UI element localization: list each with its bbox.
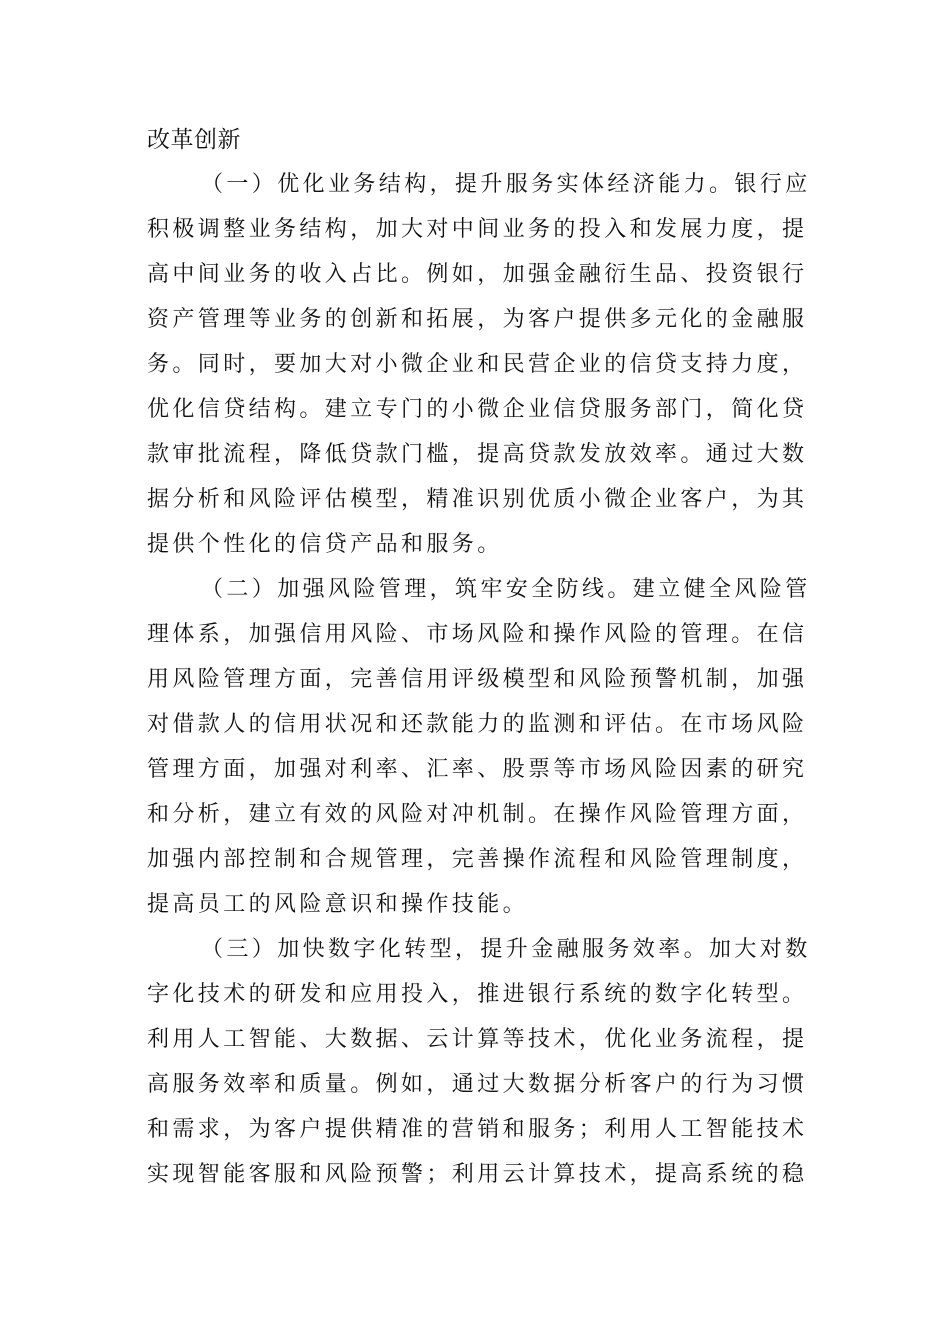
paragraph-line: 理体系，加强信用风险、市场风险和操作风险的管理。在信 [147, 622, 808, 647]
document-body [147, 118, 811, 1197]
paragraph-line: （一）优化业务结构，提升服务实体经济能力。银行应 [201, 172, 811, 197]
paragraph-line: 加强内部控制和合规管理，完善操作流程和风险管理制度， [147, 847, 808, 872]
paragraph-line: 对借款人的信用状况和还款能力的监测和评估。在市场风险 [147, 712, 808, 737]
paragraph-line: 高中间业务的收入占比。例如，加强金融衍生品、投资银行 [147, 262, 808, 287]
paragraph-line: 款审批流程，降低贷款门槛，提高贷款发放效率。通过大数 [147, 442, 808, 467]
paragraph-line: 用风险管理方面，完善信用评级模型和风险预警机制，加强 [147, 667, 808, 692]
section-heading: 改革创新 [147, 127, 241, 153]
paragraph-line: 积极调整业务结构，加大对中间业务的投入和发展力度，提 [147, 217, 808, 242]
paragraph-line: 务。同时，要加大对小微企业和民营企业的信贷支持力度， [147, 352, 808, 377]
paragraph-3 [147, 927, 811, 1197]
paragraph-line: 利用人工智能、大数据、云计算等技术，优化业务流程，提 [147, 1027, 808, 1052]
paragraph-line: 和需求，为客户提供精准的营销和服务；利用人工智能技术 [147, 1117, 808, 1142]
paragraph-line: （二）加强风险管理，筑牢安全防线。建立健全风险管 [201, 577, 811, 602]
paragraph-line: 管理方面，加强对利率、汇率、股票等市场风险因素的研究 [147, 757, 808, 782]
paragraph-2 [147, 567, 811, 927]
paragraph-line: 据分析和风险评估模型，精准识别优质小微企业客户，为其 [147, 487, 808, 512]
paragraph-line: 和分析，建立有效的风险对冲机制。在操作风险管理方面， [147, 802, 808, 827]
paragraph-1 [147, 162, 811, 567]
paragraph-line: 资产管理等业务的创新和拓展，为客户提供多元化的金融服 [147, 307, 808, 332]
paragraph-line: 字化技术的研发和应用投入，推进银行系统的数字化转型。 [147, 982, 808, 1007]
paragraph-line: 优化信贷结构。建立专门的小微企业信贷服务部门，简化贷 [147, 397, 808, 422]
paragraph-line: （三）加快数字化转型，提升金融服务效率。加大对数 [201, 937, 811, 962]
paragraph-line: 实现智能客服和风险预警；利用云计算技术，提高系统的稳 [147, 1162, 808, 1187]
paragraph-line: 提供个性化的信贷产品和服务。 [147, 532, 503, 557]
paragraph-line: 高服务效率和质量。例如，通过大数据分析客户的行为习惯 [147, 1072, 808, 1097]
paragraph-line: 提高员工的风险意识和操作技能。 [147, 892, 529, 917]
